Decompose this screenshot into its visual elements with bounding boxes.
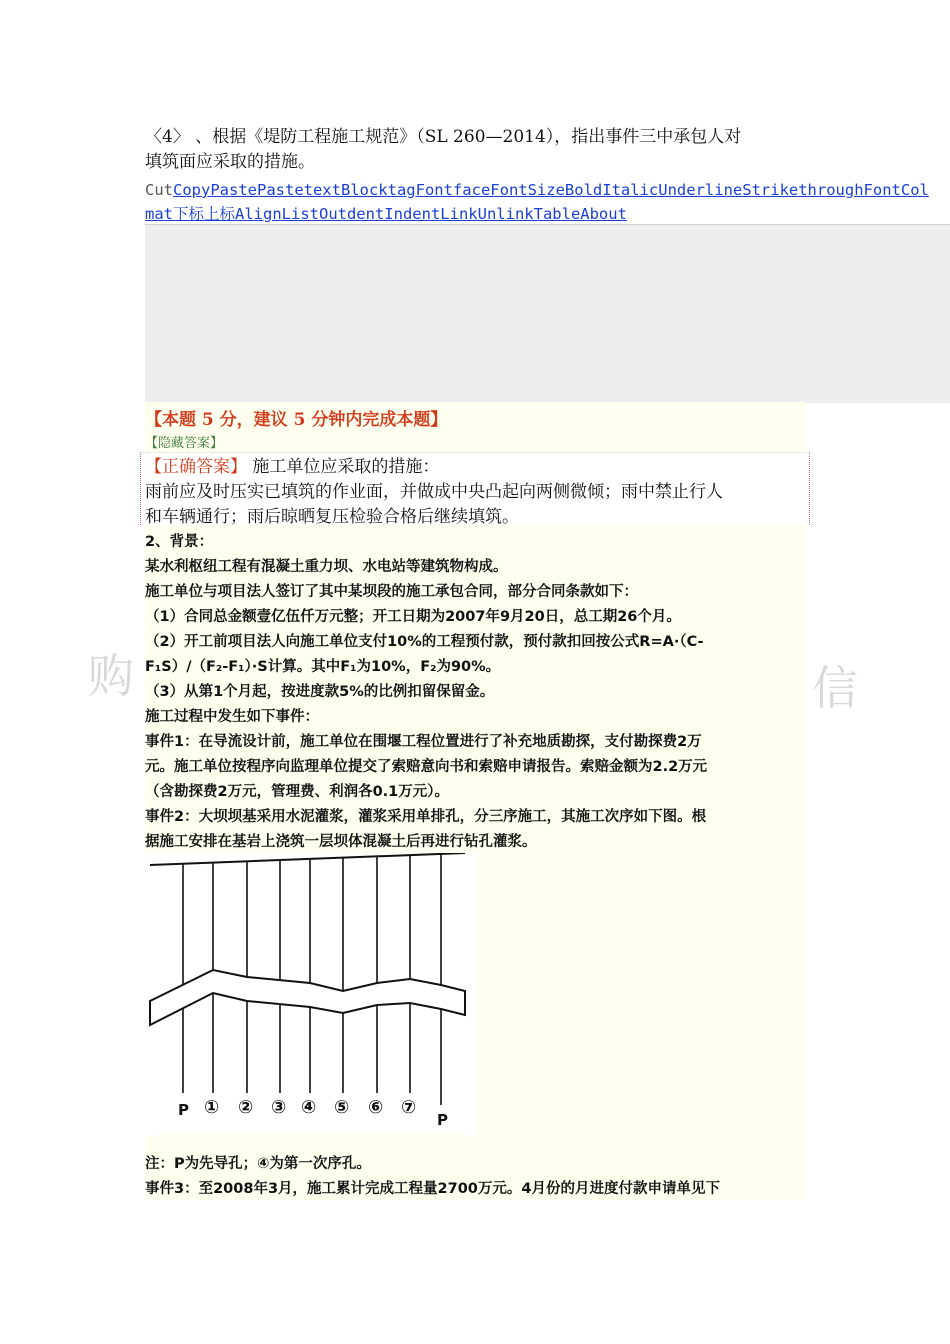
bg-line: （2）开工前项目法人向施工单位支付10%的工程预付款，预付款扣回按公式R=A·（C- [145,634,704,650]
grouting-sequence-figure [145,853,477,1135]
hole-label: ⑥ [368,1097,384,1118]
hole-label: ④ [301,1097,317,1118]
bg-line: （1）合同总金额壹亿伍仟万元整；开工日期为2007年9月20日，总工期26个月。 [145,609,681,625]
question-line-2: 填筑面应采取的措施。 [145,152,315,172]
grouting-diagram [145,853,477,1135]
toolbar-links-line-1[interactable]: CopyPastePastetextBlocktagFontfaceFontSizeBoldItalicUnderlineStrikethroughFontCol [173,181,929,199]
note-text [145,1152,805,1202]
answer-editor[interactable] [145,224,950,403]
answer-text [145,455,805,530]
bg-line: 事件1：在导流设计前，施工单位在围堰工程位置进行了补充地质勘探，支付勘探费2万 [145,734,702,750]
bg-line: （3）从第1个月起，按进度款5%的比例扣留保留金。 [145,684,495,700]
note-line: 注：P为先导孔；④为第一次序孔。 [145,1156,371,1172]
bg-line: 某水利枢纽工程有混凝土重力坝、水电站等建筑物构成。 [145,559,508,575]
hole-label: ② [238,1097,254,1118]
background-text [145,530,805,855]
answer-label: 【正确答案】 [145,457,247,477]
bg-line: 施工过程中发生如下事件： [145,709,319,725]
toolbar-links-line-2[interactable]: mat下标上标AlignListOutdentIndentLinkUnlinkTableAbout [145,205,627,223]
hole-label: ③ [271,1097,287,1118]
editor-toolbar [145,178,950,226]
bg-line: 事件2：大坝坝基采用水泥灌浆，灌浆采用单排孔，分三序施工，其施工次序如下图。根 [145,809,707,825]
hole-label: ⑤ [334,1097,350,1118]
hole-label: ① [204,1097,220,1118]
hide-answer-link[interactable]: 【隐藏答案】 [145,436,224,451]
hole-label: P [178,1101,189,1119]
bg-line: 2、背景： [145,534,214,550]
score-hint: 【本题 5 分，建议 5 分钟内完成本题】 [145,410,448,430]
answer-line-3: 和车辆通行；雨后晾晒复压检验合格后继续填筑。 [145,507,519,527]
toolbar-cut[interactable]: Cut [145,181,173,199]
hole-label: ⑦ [401,1097,417,1118]
question-line-1: 〈4〉 、根据《堤防工程施工规范》（SL 260—2014），指出事件三中承包人对 [145,127,742,147]
bg-line: （含勘探费2万元，管理费、利润各0.1万元）。 [145,784,450,800]
bg-line: 据施工安排在基岩上浇筑一层坝体混凝土后再进行钻孔灌浆。 [145,834,537,850]
bg-line: 元。施工单位按程序向监理单位提交了索赔意向书和索赔申请报告。索赔金额为2.2万元 [145,759,708,775]
watermark-left: 购 [88,649,134,703]
note-line: 事件3：至2008年3月，施工累计完成工程量2700万元。4月份的月进度付款申请单见下 [145,1181,720,1197]
answer-line-2: 雨前应及时压实已填筑的作业面，并做成中央凸起向两侧微倾；雨中禁止行人 [145,482,723,502]
answer-line-1: 施工单位应采取的措施： [247,457,440,477]
watermark-right: 信 [812,661,858,715]
question-text [145,125,805,175]
bg-line: 施工单位与项目法人签订了其中某坝段的施工承包合同，部分合同条款如下： [145,584,638,600]
bg-line: F₁S）/（F₂-F₁）·S计算。其中F₁为10%，F₂为90%。 [145,659,501,675]
hole-label: P [437,1111,448,1129]
